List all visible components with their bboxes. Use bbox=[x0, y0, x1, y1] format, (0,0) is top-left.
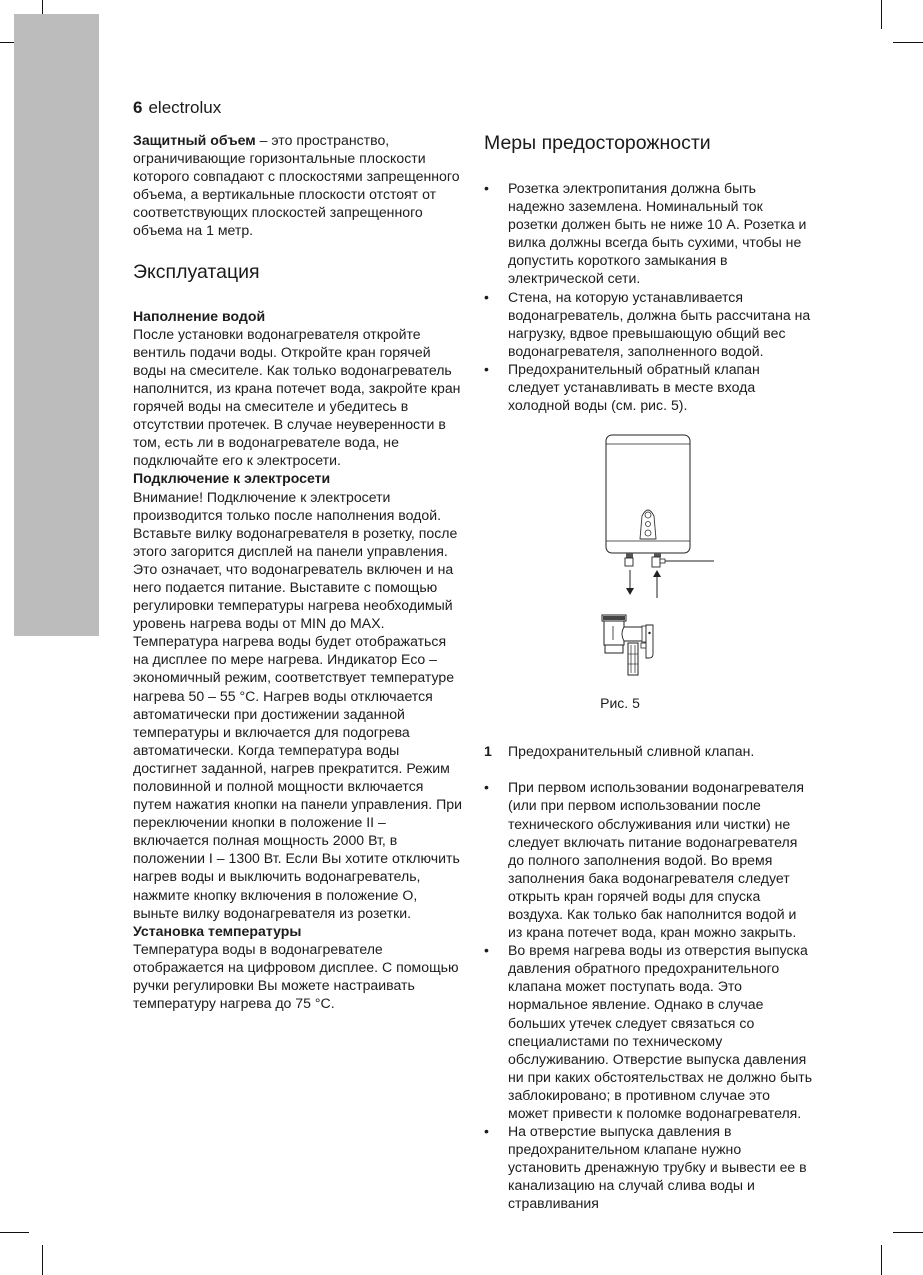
bullet-icon: • bbox=[484, 180, 489, 196]
bullet-icon: • bbox=[484, 942, 489, 959]
section-title-operation: Эксплуатация bbox=[133, 260, 260, 283]
bullet-icon: • bbox=[484, 288, 489, 305]
figure-legend-item bbox=[484, 742, 814, 760]
bullet-icon: • bbox=[484, 779, 489, 796]
crop-mark bbox=[893, 42, 923, 43]
subsection-text-filling: После установки водонагревателя откройте вентиль подачи воды. Откройте кран горячей воды на смесителе. Как только водонагреватель наполнится, из крана потечет вода, закройте кран горячей воды на смесителе и убедитесь в отсутствии протечек. В случае неуверенности в том, есть ли в водонагревателе вода, не подключайте его к электросети. bbox=[133, 325, 461, 469]
side-tab bbox=[14, 14, 99, 636]
bullet-icon: • bbox=[484, 360, 489, 377]
crop-mark bbox=[893, 1232, 923, 1233]
list-item: • Розетка электропитания должна быть надежно заземлена. Номинальный ток розетки должен быть не ниже 10 А. Розетка и вилка должны всегда быть сухими, чтобы не допустить короткого замыкания в электрической сети. bbox=[484, 180, 807, 287]
section-title-precautions: Меры предосторожности bbox=[484, 132, 711, 154]
subsection-text-power: Внимание! Подключение к электросети производится только после наполнения водой. Вставьте вилку водонагревателя в розетку, после этого загорится дисплей на панели управления. Это означает, что водонагреватель включен и на него подается питание. Выставите с помощью регулировки температуры нагрева необходимый уровень нагрева воды от MIN до MAX. Температура нагрева воды будет отображаться на дисплее по мере нагрева. Индикатор Eco – экономичный режим, соответствует температуре нагрева 50 – 55 °C. Нагрев воды отключается автоматически при достижении заданной температуры и включается для подогрева автоматически. Когда температура воды достигнет заданной, нагрев прекратится. Режим половинной и полной мощности включается путем нажатия кнопки на панели управления. При переключении кнопки в положение II – включается полная мощность 2000 Вт, в положении I – 1300 Вт. Если Вы хотите отключить нагрев воды и выключить водонагреватель, нажмите кнопку включения в положение O, выньте вилку водонагревателя из розетки. bbox=[133, 488, 462, 921]
subsection-title-power: Подключение к электросети bbox=[133, 470, 331, 487]
crop-mark bbox=[881, 0, 882, 29]
intro-text: – это пространство, ограничивающие горизонтальные плоскости которого совпадают с плоскостями запрещенного объема, а вертикальные плоскости отстоят от соответствующих плоскостей запрещенного объема на 1 метр. bbox=[133, 132, 460, 239]
figure-5 bbox=[484, 430, 814, 720]
legend-number: 1 bbox=[484, 743, 492, 760]
subsection-title-filling: Наполнение водой bbox=[133, 307, 266, 324]
list-item: • Стена, на которую устанавливается водонагреватель, должна быть рассчитана на нагрузку, вдвое превышающую общий вес водонагревателя, заполненного водой. bbox=[484, 288, 811, 359]
figure-caption: Рис. 5 bbox=[600, 695, 640, 712]
legend-text: Предохранительный сливной клапан. bbox=[508, 743, 755, 760]
subsection-title-temperature: Установка температуры bbox=[133, 922, 302, 939]
page-number: 6 bbox=[133, 98, 143, 117]
crop-mark bbox=[881, 1245, 882, 1275]
intro-paragraph bbox=[133, 131, 463, 240]
page-header bbox=[133, 98, 221, 118]
bullet-icon: • bbox=[484, 1123, 489, 1140]
precautions-list-bottom bbox=[484, 778, 814, 1212]
subsection-text-temperature: Температура воды в водонагревателе отображается на цифровом дисплее. С помощью ручки регулировки Вы можете настраивать температуру нагрева до 75 °C. bbox=[133, 940, 459, 1012]
list-item: • Предохранительный обратный клапан следует устанавливать в месте входа холодной воды (см. рис. 5). bbox=[484, 360, 760, 414]
precautions-list-top bbox=[484, 179, 814, 414]
list-item: • При первом использовании водонагревателя (или при первом использовании после технического обслуживания или чистки) не следует включать питание водонагревателя до полного заполнения водой. Во время заполнения бака водонагревателя следует открыть кран горячей воды для спуска воздуха. Как только бак наполнится водой и из крана потечет вода, кран можно закрыть. bbox=[484, 779, 804, 941]
list-item: • На отверстие выпуска давления в предохранительном клапане нужно установить дренажную трубку и вывести ее в канализацию на случай слива воды и стравливания bbox=[484, 1123, 807, 1212]
brand-name: electrolux bbox=[148, 98, 222, 117]
water-heater-diagram-icon bbox=[484, 430, 814, 690]
crop-mark bbox=[0, 1232, 29, 1233]
left-column bbox=[133, 131, 463, 1012]
list-item: • Во время нагрева воды из отверстия выпуска давления обратного предохранительного клапана может поступать вода. Это нормальное явление. Однако в случае больших утечек следует связаться со специалистами по техническому обслуживанию. Отверстие выпуска давления ни при каких обстоятельствах не должно быть заблокировано; в противном случае это может привести к поломке водонагревателя. bbox=[484, 942, 813, 1121]
intro-term: Защитный объем bbox=[133, 132, 256, 148]
crop-mark bbox=[42, 1245, 43, 1275]
right-column bbox=[484, 131, 814, 1213]
